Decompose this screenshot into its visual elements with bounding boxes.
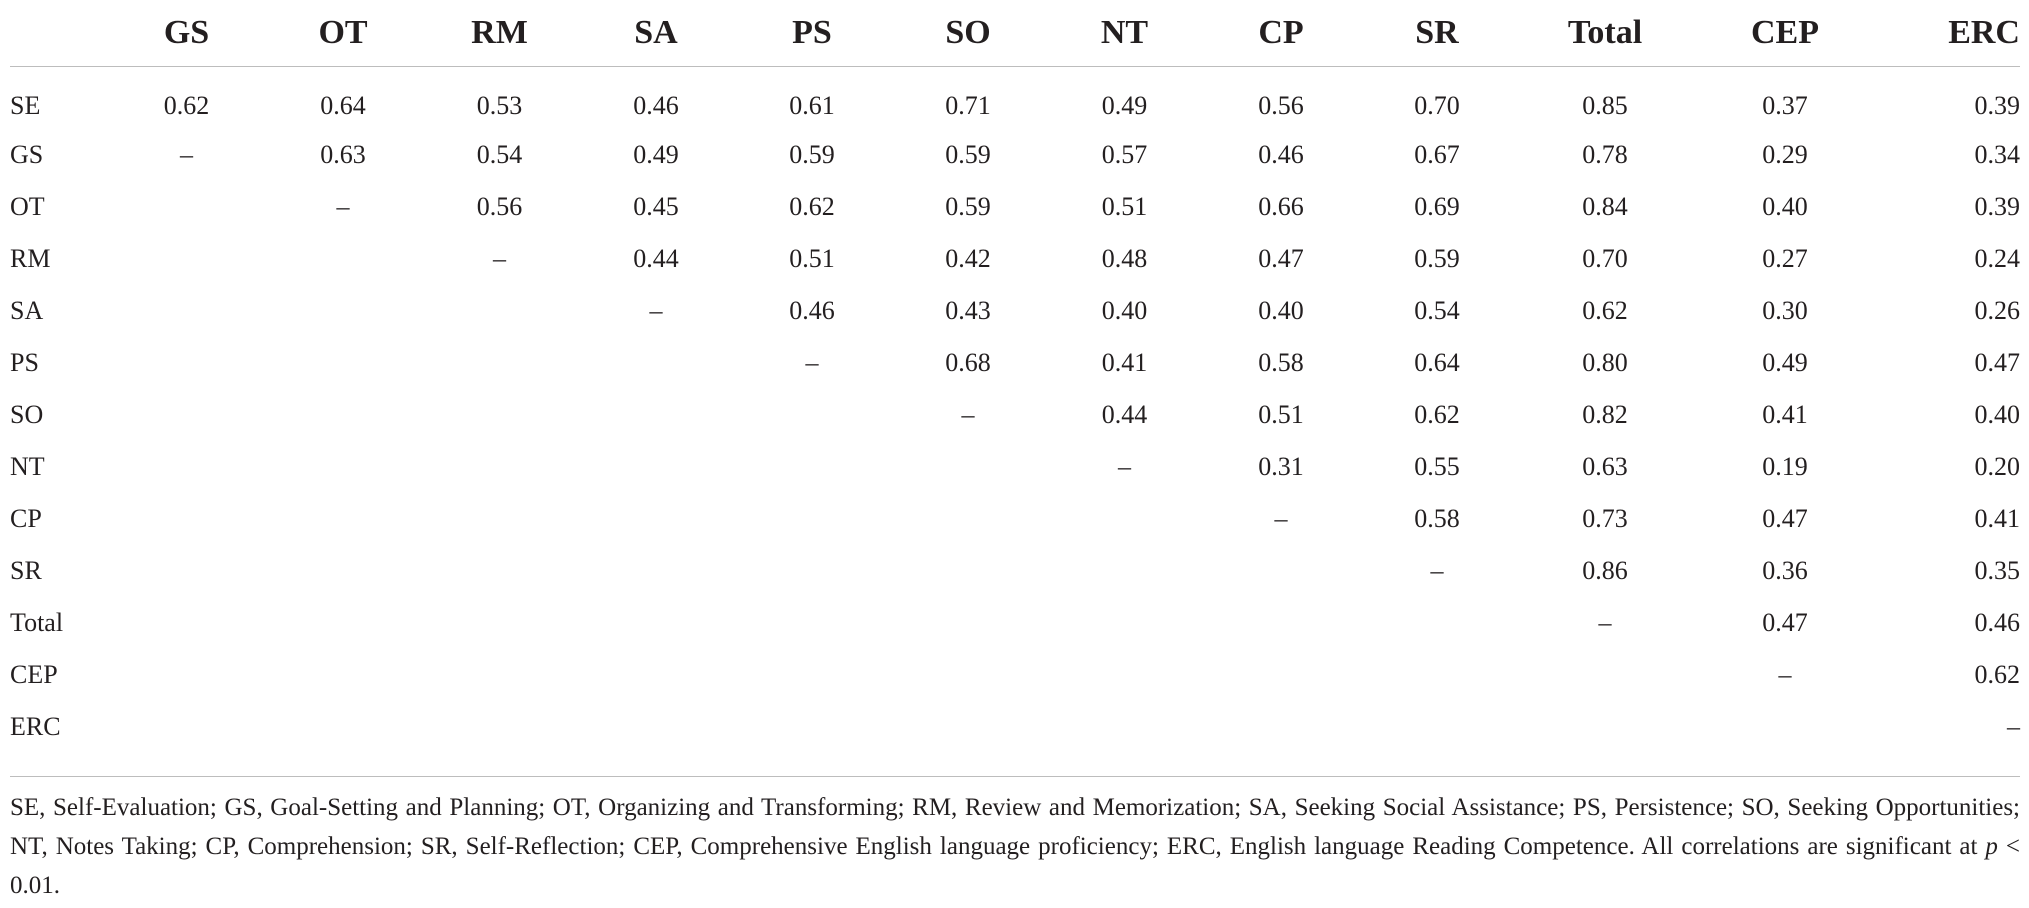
table-cell [265,285,421,337]
table-cell: 0.85 [1582,91,1628,120]
table-cell [1046,701,1203,753]
table-cell: 0.51 [1101,192,1148,221]
table-cell [578,493,734,545]
table-cell [108,389,265,441]
table-cell [734,701,890,753]
table-cell: – [961,400,975,429]
table-cell [578,701,734,753]
table-cell: 0.56 [476,192,523,221]
header-row [10,0,2020,67]
table-row [10,649,2020,701]
table-cell: 0.63 [320,140,366,169]
table-cell: 0.46 [1974,608,2020,637]
table-cell: 0.47 [1762,504,1808,533]
column-header: NT [1046,0,1203,67]
table-cell: 0.41 [1762,400,1808,429]
table-cell [421,441,578,493]
row-label: PS [10,348,39,377]
table-cell [1203,649,1359,701]
table-row [10,337,2020,389]
table-cell: 0.36 [1762,556,1808,585]
table-cell: 0.47 [1258,244,1304,273]
row-label: CP [10,504,42,533]
table-cell: 0.84 [1582,192,1628,221]
table-cell: – [493,244,506,273]
table-cell [421,389,578,441]
table-cell: 0.59 [789,140,835,169]
table-cell: 0.62 [1974,660,2020,689]
column-header: GS [108,0,265,67]
table-cell [1515,649,1695,701]
table-row [10,67,2020,130]
table-cell: 0.24 [1974,244,2020,273]
table-cell [265,597,421,649]
table-cell: 0.49 [1101,91,1148,120]
correlation-table [10,0,2020,753]
column-header: PS [734,0,890,67]
table-cell: 0.63 [1582,452,1628,481]
table-cell [108,337,265,389]
table-cell [421,649,578,701]
table-cell: 0.39 [1974,192,2020,221]
row-label: RM [10,244,51,273]
row-label: CEP [10,660,58,689]
table-cell [1359,597,1515,649]
table-cell: 0.64 [320,91,366,120]
table-cell [421,337,578,389]
row-label: Total [10,608,64,637]
table-cell: 0.20 [1974,452,2020,481]
table-cell: – [1118,452,1131,481]
row-label: OT [10,192,45,221]
table-cell [578,545,734,597]
table-cell: 0.64 [1414,348,1460,377]
table-bottom-rule [10,776,2020,777]
table-cell [265,649,421,701]
table-cell: 0.86 [1582,556,1628,585]
table-cell: 0.46 [633,91,679,120]
table-cell: 0.19 [1762,452,1808,481]
table-cell: – [336,192,350,221]
table-cell [265,389,421,441]
table-cell [1359,701,1515,753]
table-row [10,389,2020,441]
table-cell: – [1598,608,1612,637]
table-cell: 0.51 [1258,400,1304,429]
table-cell: – [2007,712,2020,741]
table-cell: 0.68 [945,348,991,377]
table-cell: 0.47 [1974,348,2020,377]
table-cell [108,649,265,701]
table-cell: 0.71 [945,91,991,120]
table-cell [421,545,578,597]
table-cell: 0.59 [945,140,991,169]
table-cell: – [180,140,193,169]
table-cell: 0.58 [1258,348,1304,377]
table-cell: 0.70 [1582,244,1628,273]
table-cell [265,337,421,389]
table-cell: 0.66 [1258,192,1304,221]
table-row [10,701,2020,753]
table-cell: 0.80 [1582,348,1628,377]
row-label: SA [10,296,44,325]
table-cell: 0.69 [1414,192,1460,221]
table-cell [265,441,421,493]
column-header: CP [1203,0,1359,67]
table-cell: 0.40 [1101,296,1148,325]
table-cell: 0.49 [1762,348,1808,377]
table-cell [578,649,734,701]
table-cell [578,337,734,389]
table-cell: 0.67 [1414,140,1460,169]
footnote-threshold: < 0.01. [10,833,2020,899]
column-header: Total [1515,0,1695,67]
column-header: RM [421,0,578,67]
table-cell: 0.59 [945,192,991,221]
table-cell: 0.40 [1258,296,1304,325]
table-cell: 0.70 [1414,91,1460,120]
table-cell: 0.44 [633,244,679,273]
table-cell [1695,701,1875,753]
table-row [10,597,2020,649]
table-cell [578,389,734,441]
row-label: SR [10,556,42,585]
table-cell [734,597,890,649]
table-cell [1046,545,1203,597]
table-cell: 0.39 [1974,91,2020,120]
column-header: SO [890,0,1046,67]
column-header: SR [1359,0,1515,67]
table-cell: 0.43 [945,296,991,325]
table-cell: – [805,348,819,377]
table-cell: – [1778,660,1792,689]
table-cell: 0.62 [789,192,835,221]
table-cell [890,441,1046,493]
table-cell: 0.41 [1101,348,1148,377]
table-footnote [10,788,2020,905]
table-cell [1046,493,1203,545]
table-cell: – [649,296,663,325]
table-cell: 0.62 [1582,296,1628,325]
column-header: OT [265,0,421,67]
table-cell [890,649,1046,701]
table-cell: – [1430,556,1444,585]
table-cell: 0.41 [1974,504,2020,533]
table-row [10,129,2020,181]
table-cell [108,441,265,493]
corner-header [10,0,108,67]
table-row [10,493,2020,545]
row-label: SE [10,91,41,120]
table-header [10,0,2020,67]
table-cell [1046,649,1203,701]
table-cell [108,233,265,285]
table-cell [421,285,578,337]
table-cell [734,441,890,493]
table-cell [1203,597,1359,649]
table-cell: 0.34 [1974,140,2020,169]
table-cell: 0.82 [1582,400,1628,429]
row-label: NT [10,452,45,481]
table-cell [265,493,421,545]
table-cell: 0.27 [1762,244,1808,273]
table-cell: 0.78 [1582,140,1628,169]
table-cell: 0.54 [1414,296,1460,325]
table-cell [1359,649,1515,701]
table-cell [108,597,265,649]
table-cell: 0.48 [1101,244,1148,273]
table-cell: 0.26 [1974,296,2020,325]
column-header: ERC [1875,0,2020,67]
table-cell: 0.56 [1258,91,1304,120]
table-row [10,233,2020,285]
column-header: SA [578,0,734,67]
table-cell: 0.59 [1414,244,1460,273]
row-label: SO [10,400,44,429]
table-cell [265,545,421,597]
table-cell [108,545,265,597]
table-cell: 0.55 [1414,452,1460,481]
table-cell: – [1274,504,1288,533]
table-cell: 0.54 [476,140,523,169]
table-cell: 0.35 [1974,556,2020,585]
table-body [10,67,2020,754]
table-cell: 0.45 [633,192,679,221]
table-row [10,545,2020,597]
row-label: GS [10,140,44,169]
table-cell: 0.51 [789,244,835,273]
table-cell: 0.40 [1974,400,2020,429]
footnote-text: SE, Self-Evaluation; GS, Goal-Setting and Planning; OT, Organizing and Transforming; RM, Review and Memorization; SA, Seeking Social Assistance; PS, Persistence; SO, Seeking Opportunities; NT, Notes Taking; CP, Comprehension; SR, Self-Reflection; CEP, Comprehensive English language proficiency; ERC, English language Reading Competence. All correlations are significant at [10,794,2020,860]
table-cell [421,701,578,753]
table-cell: 0.62 [163,91,210,120]
table-cell: 0.37 [1762,91,1808,120]
table-cell: 0.46 [1258,140,1304,169]
table-cell [108,181,265,233]
table-cell [1203,545,1359,597]
table-cell: 0.57 [1101,140,1148,169]
table-cell: 0.47 [1762,608,1808,637]
table-cell [734,389,890,441]
table-cell: 0.31 [1258,452,1304,481]
table-cell [1203,701,1359,753]
table-row [10,441,2020,493]
row-label: ERC [10,712,61,741]
table-cell [108,493,265,545]
table-cell [890,597,1046,649]
table-cell [734,545,890,597]
table-cell [734,493,890,545]
table-cell [890,493,1046,545]
table-cell: 0.40 [1762,192,1808,221]
table-cell: 0.61 [789,91,835,120]
footnote-p-symbol: p [1985,833,1998,860]
table-cell [890,701,1046,753]
table-cell: 0.53 [476,91,523,120]
table-cell [421,597,578,649]
table-cell [890,545,1046,597]
table-cell [421,493,578,545]
table-row [10,181,2020,233]
table-cell [578,597,734,649]
table-cell: 0.42 [945,244,991,273]
table-cell: 0.58 [1414,504,1460,533]
table-cell: 0.49 [633,140,679,169]
table-row [10,285,2020,337]
table-cell: 0.30 [1762,296,1808,325]
table-cell [1046,597,1203,649]
table-cell: 0.44 [1101,400,1148,429]
table-cell [108,701,265,753]
table-cell: 0.62 [1414,400,1460,429]
table-cell [108,285,265,337]
table-cell [734,649,890,701]
column-header: CEP [1695,0,1875,67]
table-cell [1515,701,1695,753]
table-cell: 0.46 [789,296,835,325]
table-cell: 0.73 [1582,504,1628,533]
table-cell: 0.29 [1762,140,1808,169]
table-cell [578,441,734,493]
table-cell [265,233,421,285]
table-cell [265,701,421,753]
